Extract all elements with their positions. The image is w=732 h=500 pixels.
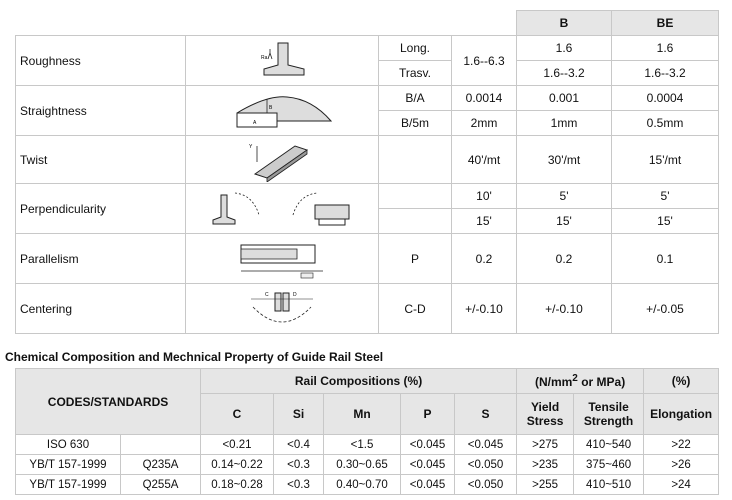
elongation-cell: >22: [644, 435, 719, 455]
c-cell: <0.21: [201, 435, 274, 455]
mn-cell: 0.30~0.65: [324, 455, 401, 475]
p-cell: <0.045: [401, 435, 455, 455]
table-row: [16, 435, 719, 455]
svg-text:B: B: [269, 104, 273, 111]
elongation-cell: >24: [644, 475, 719, 495]
value-a-cell: +/-0.10: [452, 284, 517, 334]
value-a-cell: 0.2: [452, 234, 517, 284]
tensile-cell: 410~510: [574, 475, 644, 495]
value-a-cell: 15': [452, 209, 517, 234]
p-cell: <0.045: [401, 475, 455, 495]
value-b-cell: +/-0.10: [517, 284, 612, 334]
value-be-cell: 0.5mm: [612, 111, 719, 136]
param-cell: B/5m: [379, 111, 452, 136]
yield-cell: >275: [517, 435, 574, 455]
col-mn: Mn: [324, 394, 401, 435]
header-be: BE: [612, 11, 719, 36]
value-be-cell: +/-0.05: [612, 284, 719, 334]
c-cell: 0.18~0.28: [201, 475, 274, 495]
col-yield-stress: Yield Stress: [517, 394, 574, 435]
codes-standards-header: CODES/STANDARDS: [16, 369, 201, 435]
perpendicularity-diagram-icon: [186, 184, 379, 234]
row-label-centering: Centering: [16, 284, 186, 334]
value-a-cell: 40'/mt: [452, 136, 517, 184]
unit-header: ($N/mm^2$ or MPa): [517, 369, 644, 394]
si-cell: <0.3: [274, 475, 324, 495]
value-a-cell: 2mm: [452, 111, 517, 136]
yield-cell: >235: [517, 455, 574, 475]
col-p: P: [401, 394, 455, 435]
value-b-cell: 0.2: [517, 234, 612, 284]
c-cell: 0.14~0.22: [201, 455, 274, 475]
col-si: Si: [274, 394, 324, 435]
svg-text:A: A: [253, 119, 257, 126]
section-title: Chemical Composition and Mechnical Property of Guide Rail Steel: [5, 350, 384, 364]
mn-cell: 0.40~0.70: [324, 475, 401, 495]
svg-text:Ra: Ra: [261, 54, 268, 61]
standard-cell: ISO 630: [16, 435, 121, 455]
s-cell: <0.045: [455, 435, 517, 455]
svg-text:D: D: [293, 291, 297, 298]
row-label-parallelism: Parallelism: [16, 234, 186, 284]
grade-cell: Q235A: [121, 455, 201, 475]
value-be-cell: 15'/mt: [612, 136, 719, 184]
twist-diagram-icon: [186, 136, 379, 184]
tolerance-table: [15, 10, 719, 334]
grade-cell: [121, 435, 201, 455]
value-be-cell: 0.0004: [612, 86, 719, 111]
standard-cell: YB/T 157-1999: [16, 475, 121, 495]
value-be-cell: 15': [612, 209, 719, 234]
grade-cell: Q255A: [121, 475, 201, 495]
percent-header: (%): [644, 369, 719, 394]
param-cell: Trasv.: [379, 61, 452, 86]
col-s: S: [455, 394, 517, 435]
centering-diagram-icon: [186, 284, 379, 334]
value-b-cell: 1mm: [517, 111, 612, 136]
value-be-cell: 0.1: [612, 234, 719, 284]
s-cell: <0.050: [455, 455, 517, 475]
chemical-composition-table: [15, 368, 719, 495]
mn-cell: <1.5: [324, 435, 401, 455]
yield-cell: >255: [517, 475, 574, 495]
param-cell: C-D: [379, 284, 452, 334]
svg-text:C: C: [265, 291, 269, 298]
svg-text:Y: Y: [249, 143, 253, 150]
value-a-cell: 1.6--6.3: [452, 36, 517, 86]
value-b-cell: 15': [517, 209, 612, 234]
row-label-perpendicularity: Perpendicularity: [16, 184, 186, 234]
tensile-cell: 375~460: [574, 455, 644, 475]
col-c: C: [201, 394, 274, 435]
tensile-cell: 410~540: [574, 435, 644, 455]
si-cell: <0.3: [274, 455, 324, 475]
param-cell: P: [379, 234, 452, 284]
param-cell: Long.: [379, 36, 452, 61]
param-cell: B/A: [379, 86, 452, 111]
value-a-cell: 10': [452, 184, 517, 209]
value-be-cell: 5': [612, 184, 719, 209]
param-cell: [379, 184, 452, 209]
col-tensile-strength: Tensile Strength: [574, 394, 644, 435]
parallelism-diagram-icon: [186, 234, 379, 284]
header-b: B: [517, 11, 612, 36]
value-be-cell: 1.6: [612, 36, 719, 61]
value-a-cell: 0.0014: [452, 86, 517, 111]
roughness-diagram-icon: [186, 36, 379, 86]
value-b-cell: 1.6--3.2: [517, 61, 612, 86]
row-label-twist: Twist: [16, 136, 186, 184]
p-cell: <0.045: [401, 455, 455, 475]
row-label-straightness: Straightness: [16, 86, 186, 136]
elongation-cell: >26: [644, 455, 719, 475]
value-b-cell: 30'/mt: [517, 136, 612, 184]
param-cell: [379, 136, 452, 184]
table-row: [16, 475, 719, 495]
straightness-diagram-icon: [186, 86, 379, 136]
row-label-roughness: Roughness: [16, 36, 186, 86]
col-elongation: Elongation: [644, 394, 719, 435]
value-b-cell: 0.001: [517, 86, 612, 111]
standard-cell: YB/T 157-1999: [16, 455, 121, 475]
value-b-cell: 1.6: [517, 36, 612, 61]
rail-compositions-header: Rail Compositions (%): [201, 369, 517, 394]
param-cell: [379, 209, 452, 234]
value-be-cell: 1.6--3.2: [612, 61, 719, 86]
value-b-cell: 5': [517, 184, 612, 209]
s-cell: <0.050: [455, 475, 517, 495]
si-cell: <0.4: [274, 435, 324, 455]
table-row: [16, 455, 719, 475]
